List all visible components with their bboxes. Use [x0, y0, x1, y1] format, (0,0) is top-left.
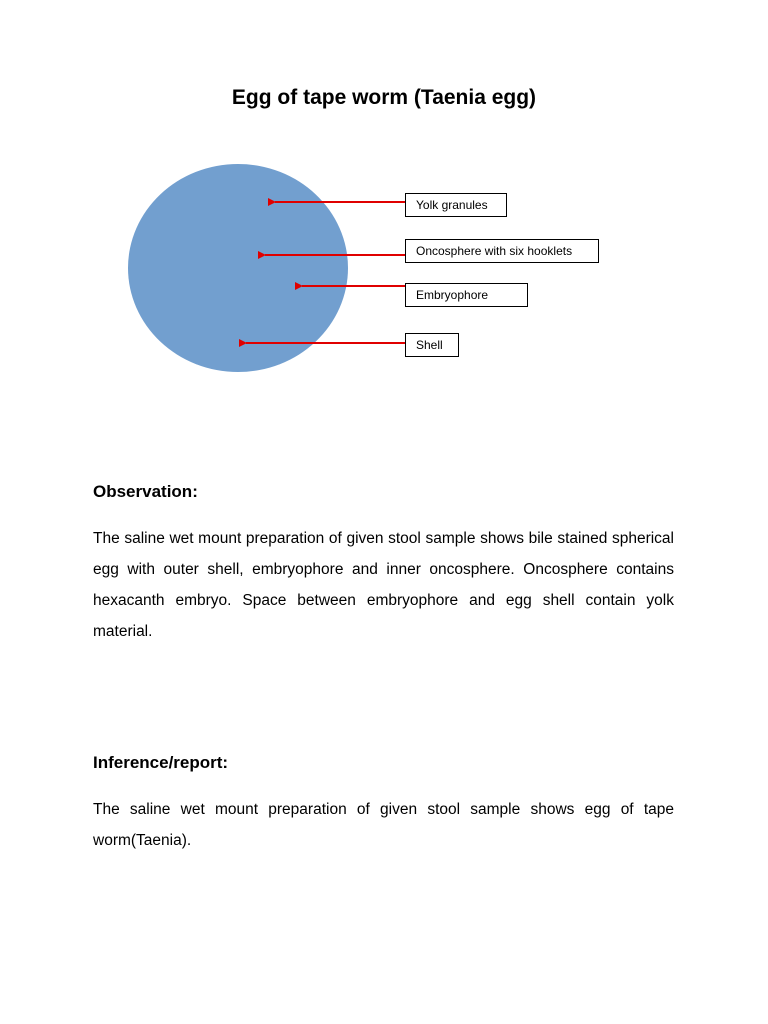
inference-text: The saline wet mount preparation of given stool sample shows egg of tape worm(Taenia).: [93, 801, 674, 849]
label-embryophore: [405, 283, 528, 307]
observation-heading: Observation:: [93, 482, 198, 501]
label-yolk-granules: [405, 193, 507, 217]
label-shell-text: Shell: [416, 338, 443, 352]
egg-shape: [128, 164, 348, 372]
taenia-egg-diagram: [0, 0, 768, 420]
page-title: Egg of tape worm (Taenia egg): [231, 86, 537, 109]
label-oncosphere: [405, 239, 599, 263]
label-embryophore-text: Embryophore: [416, 288, 489, 302]
label-yolk-granules-text: Yolk granules: [416, 198, 488, 212]
label-oncosphere-text: Oncosphere with six hooklets: [416, 244, 573, 258]
label-shell: [405, 333, 459, 357]
inference-heading: Inference/report:: [93, 753, 229, 772]
observation-text: The saline wet mount preparation of given stool sample shows bile stained spherical egg with outer shell, embryophore and inner oncosphere. Oncosphere contains hexacanth embryo. Space between embryophore and egg shell contain yolk material.: [93, 530, 674, 640]
